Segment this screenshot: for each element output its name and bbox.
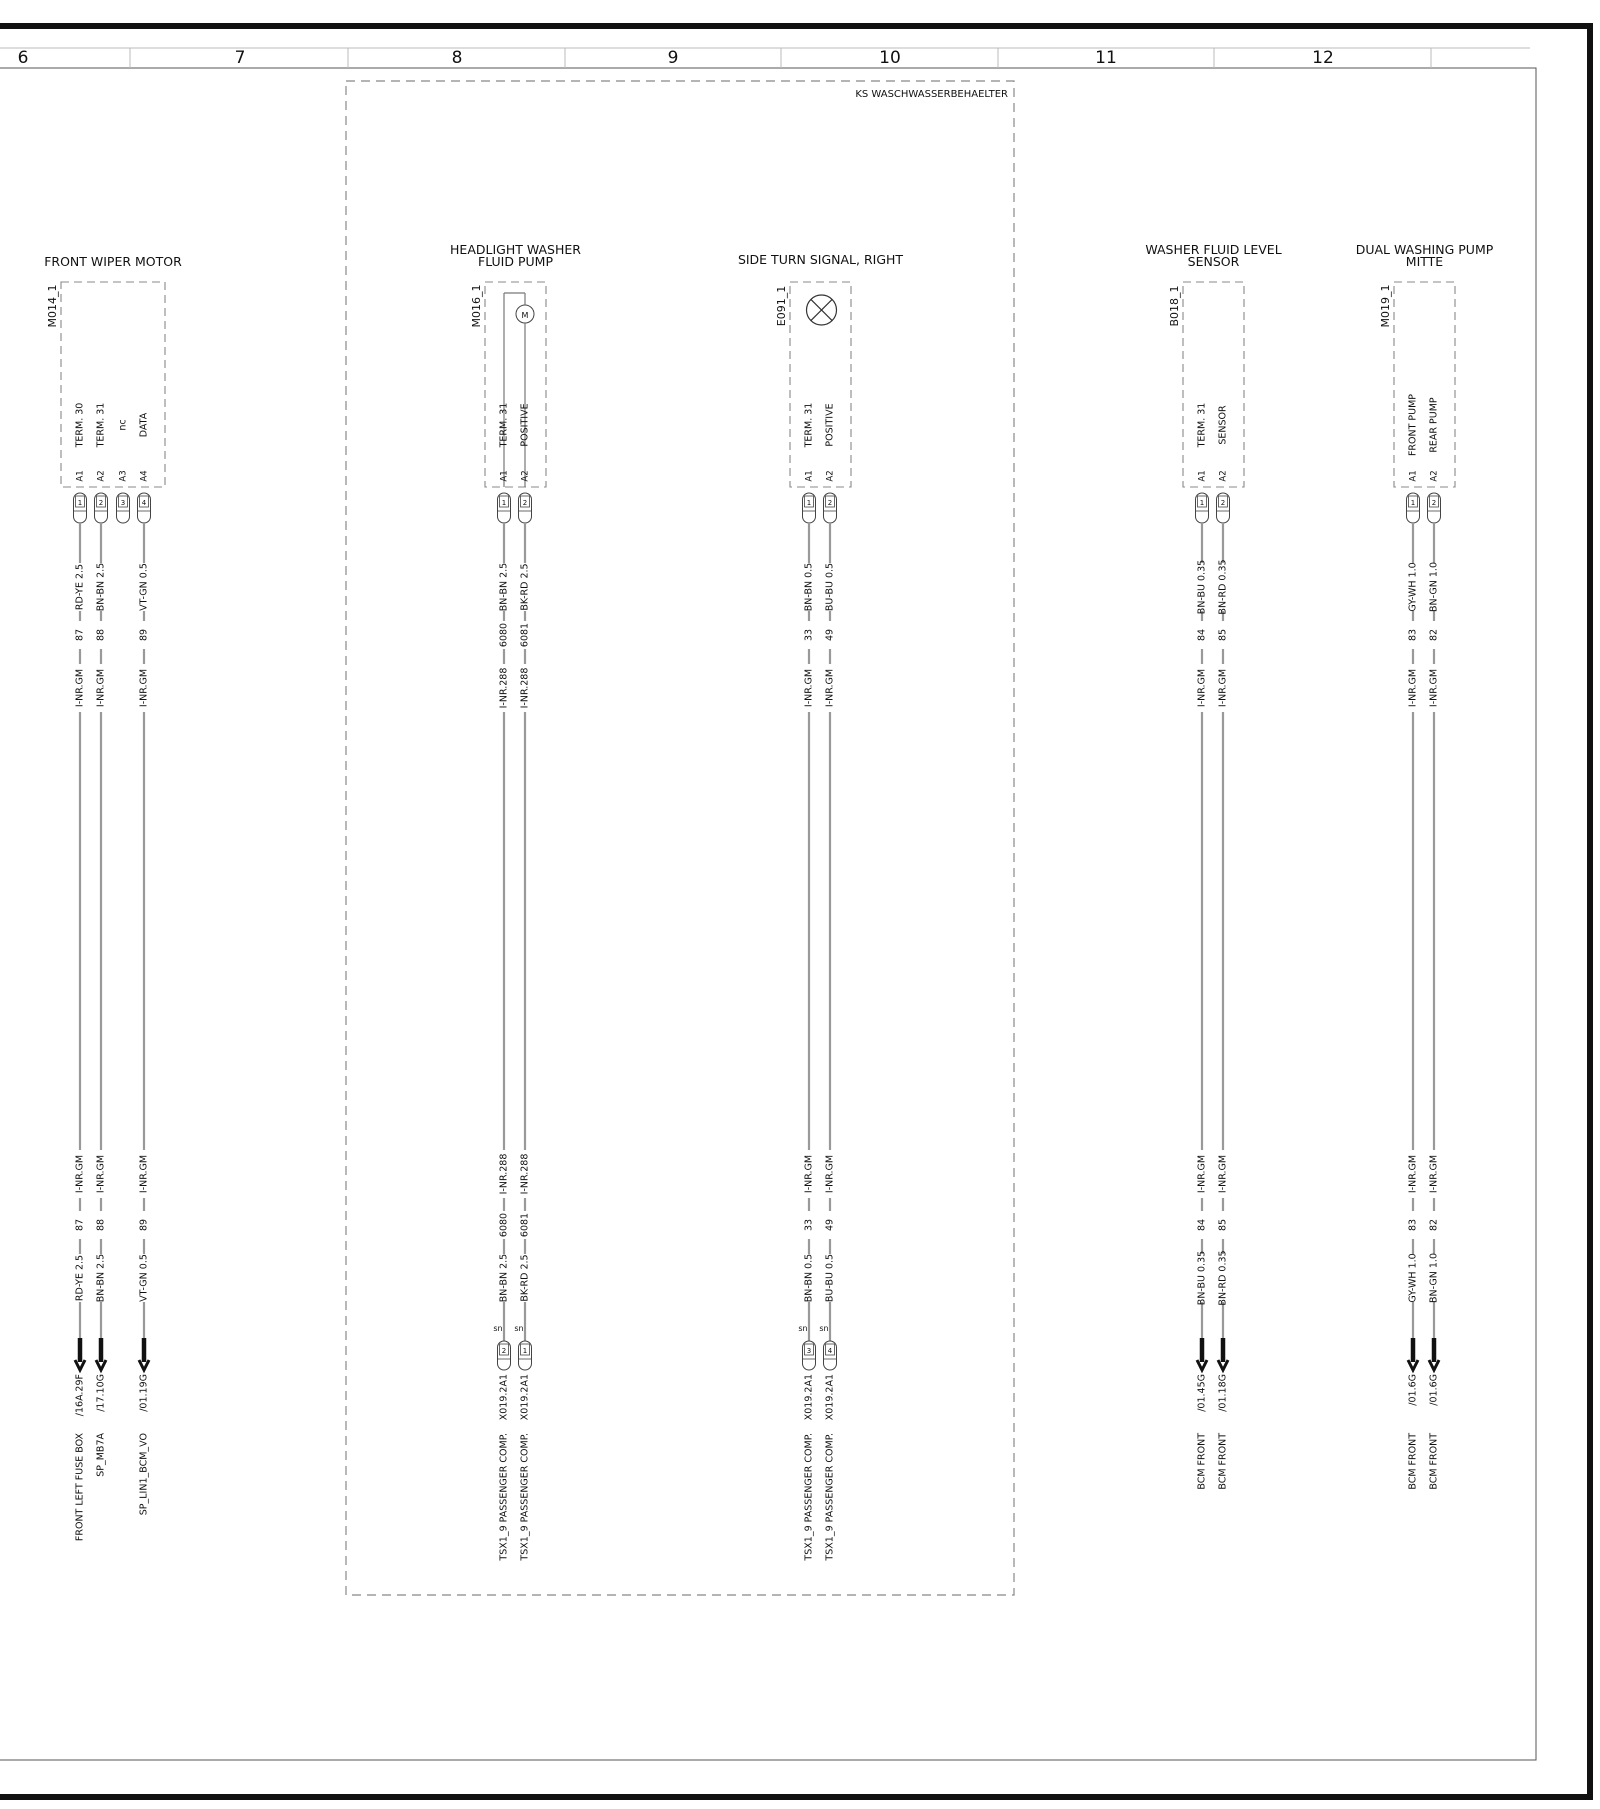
pin-a3 [117, 419, 130, 523]
destination-ref: /01.19G [138, 1374, 150, 1412]
destination-name: TSX1_9 PASSENGER COMP. [498, 1433, 510, 1561]
wire-color-size: BN-BU 0.35 [1196, 559, 1208, 615]
zone-number: 12 [1312, 48, 1334, 68]
destination-ref: /01.6G [1428, 1374, 1440, 1406]
wire-color-size: BN-GN 1.0 [1428, 1253, 1440, 1303]
circuit-number: 82 [1428, 1218, 1440, 1232]
pin-a4 [138, 412, 151, 1515]
splice-label: sn [798, 1324, 808, 1333]
pin-id: A2 [1218, 470, 1229, 482]
wire-color-size: BN-BN 2.5 [95, 562, 107, 612]
wire-color-size: GY-WH 1.0 [1407, 562, 1419, 612]
circuit-number: 6081 [519, 1212, 531, 1238]
pin-id: A3 [118, 470, 129, 482]
destination-name: TSX1_9 PASSENGER COMP. [519, 1433, 531, 1561]
pin-function-label: TERM. 31 [95, 402, 107, 448]
wire-color-size: BN-BN 0.5 [803, 1253, 815, 1303]
inline-connector-number: 2 [501, 1347, 507, 1355]
harness-code: I-NR.288 [498, 1153, 510, 1195]
circuit-number: 33 [803, 1218, 815, 1232]
terminal-number: 3 [120, 499, 126, 507]
harness-code: I-NR.288 [519, 1153, 531, 1195]
harness-code: I-NR.GM [803, 1154, 815, 1194]
destination-name: BCM FRONT [1196, 1433, 1208, 1490]
component-title: FLUID PUMP [478, 254, 553, 269]
ks-area-label: KS WASCHWASSERBEHAELTER [855, 89, 1008, 100]
circuit-number: 84 [1196, 628, 1208, 642]
terminal-number: 4 [141, 499, 147, 507]
destination-ref: /17.10G [95, 1374, 107, 1412]
component-box [1394, 282, 1455, 487]
pin-function-label: SENSOR [1217, 405, 1229, 445]
component-e091-1 [738, 252, 903, 1562]
circuit-number: 89 [138, 1218, 150, 1232]
circuit-number: 82 [1428, 628, 1440, 642]
zone-number: 8 [451, 48, 463, 68]
component-box [485, 282, 546, 487]
component-id: M014_1 [46, 284, 59, 328]
circuit-number: 89 [138, 628, 150, 642]
pin-function-label: TERM. 31 [498, 402, 510, 448]
wire-color-size: RD-YE 2.5 [74, 563, 86, 611]
wire-color-size: BN-BN 2.5 [498, 1253, 510, 1303]
wire-color-size: BK-RD 2.5 [519, 1254, 531, 1302]
circuit-number: 6081 [519, 622, 531, 648]
wire-color-size: BN-RD 0.35 [1217, 559, 1229, 615]
ks-area-box [346, 81, 1014, 1595]
pin-a1 [1196, 403, 1209, 1490]
destination-name: BCM FRONT [1217, 1433, 1229, 1490]
harness-code: I-NR.GM [138, 668, 150, 708]
harness-code: I-NR.GM [1428, 1154, 1440, 1194]
wire-color-size: BN-BN 0.5 [803, 562, 815, 612]
component-box [1183, 282, 1244, 487]
harness-code: I-NR.GM [1217, 668, 1229, 708]
terminal-number: 2 [1431, 499, 1437, 507]
harness-code: I-NR.GM [1217, 1154, 1229, 1194]
destination-name: FRONT LEFT FUSE BOX [74, 1433, 86, 1542]
components [44, 242, 1494, 1562]
terminal-number: 2 [98, 499, 104, 507]
wire-color-size: BU-BU 0.5 [824, 1253, 836, 1303]
circuit-number: 83 [1407, 1218, 1419, 1232]
inline-connector-number: 3 [806, 1347, 812, 1355]
wire-color-size: VT-GN 0.5 [138, 563, 150, 611]
terminal-number: 1 [1199, 499, 1205, 507]
destination-ref: X019.2A1 [519, 1374, 531, 1421]
pin-id: A1 [75, 470, 86, 482]
wire-color-size: BU-BU 0.5 [824, 562, 836, 612]
component-title: MITTE [1405, 254, 1444, 269]
inner-border [0, 68, 1536, 1760]
circuit-number: 84 [1196, 1218, 1208, 1232]
harness-code: I-NR.GM [1407, 1154, 1419, 1194]
wire-color-size: VT-GN 0.5 [138, 1254, 150, 1302]
zone-number: 9 [667, 48, 679, 68]
pin-id: A4 [139, 470, 150, 482]
zone-number: 10 [879, 48, 901, 68]
circuit-number: 88 [95, 628, 107, 642]
inline-connector-number: 1 [522, 1347, 528, 1355]
destination-ref: /16A.29F [74, 1374, 86, 1417]
component-b018-1 [1145, 242, 1281, 1490]
pin-id: A1 [1197, 470, 1208, 482]
pin-a2 [1217, 405, 1230, 1490]
harness-code: I-NR.288 [498, 667, 510, 709]
splice-label: sn [493, 1324, 503, 1333]
destination-name: TSX1_9 PASSENGER COMP. [803, 1433, 815, 1561]
harness-code: I-NR.GM [138, 1154, 150, 1194]
pin-id: A2 [96, 470, 107, 482]
harness-code: I-NR.GM [95, 1154, 107, 1194]
circuit-number: 87 [74, 628, 86, 642]
zone-number: 11 [1095, 48, 1117, 68]
pin-a1 [1407, 394, 1420, 1490]
outer-frame [0, 26, 1590, 1797]
component-title: FRONT WIPER MOTOR [44, 254, 182, 269]
pin-a1 [74, 403, 87, 1541]
terminal-number: 1 [806, 499, 812, 507]
terminal-number: 2 [827, 499, 833, 507]
harness-code: I-NR.GM [1428, 668, 1440, 708]
terminal-number: 1 [77, 499, 83, 507]
splice-label: sn [514, 1324, 524, 1333]
circuit-number: 88 [95, 1218, 107, 1232]
inline-connector-number: 4 [827, 1347, 833, 1355]
wire-color-size: BN-GN 1.0 [1428, 562, 1440, 612]
pin-a1 [798, 403, 815, 1562]
circuit-number: 85 [1217, 628, 1229, 642]
pin-function-label: TERM. 31 [1196, 402, 1208, 448]
wire-color-size: RD-YE 2.5 [74, 1254, 86, 1302]
terminal-number: 1 [1410, 499, 1416, 507]
terminal-number: 2 [522, 499, 528, 507]
splice-label: sn [819, 1324, 829, 1333]
component-id: M016_1 [470, 284, 483, 328]
component-title: DUAL WASHING PUMP [1355, 242, 1494, 257]
harness-code: I-NR.GM [74, 1154, 86, 1194]
destination-ref: /01.18G [1217, 1374, 1229, 1412]
zone-number: 6 [17, 48, 29, 68]
pin-function-label: REAR PUMP [1428, 397, 1440, 453]
motor-symbol-label: M [521, 311, 529, 320]
destination-name: SP_LIN1_BCM_VO [138, 1433, 150, 1516]
component-title: SENSOR [1187, 254, 1240, 269]
component-title: SIDE TURN SIGNAL, RIGHT [737, 252, 904, 267]
destination-name: BCM FRONT [1428, 1433, 1440, 1490]
circuit-number: 85 [1217, 1218, 1229, 1232]
destination-ref: /01.6G [1407, 1374, 1419, 1406]
wire-color-size: BN-BN 2.5 [498, 562, 510, 612]
terminal-number: 2 [1220, 499, 1226, 507]
pin-id: A2 [825, 470, 836, 482]
harness-code: I-NR.GM [1407, 668, 1419, 708]
circuit-number: 6080 [498, 622, 510, 648]
circuit-number: 6080 [498, 1212, 510, 1238]
circuit-number: 83 [1407, 628, 1419, 642]
component-id: E091_1 [775, 285, 788, 327]
pin-a2 [514, 403, 531, 1561]
component-m014-1 [44, 254, 182, 1541]
harness-code: I-NR.GM [824, 668, 836, 708]
wire-color-size: GY-WH 1.0 [1407, 1253, 1419, 1303]
harness-code: I-NR.GM [74, 668, 86, 708]
destination-ref: X019.2A1 [498, 1374, 510, 1421]
circuit-number: 33 [803, 628, 815, 642]
component-title: HEADLIGHT WASHER [450, 242, 581, 257]
pin-function-label: TERM. 31 [803, 402, 815, 448]
pin-function-label: FRONT PUMP [1407, 393, 1419, 457]
destination-ref: X019.2A1 [803, 1374, 815, 1421]
pin-function-label: POSITIVE [519, 403, 531, 447]
pin-id: A1 [804, 470, 815, 482]
circuit-number: 49 [824, 1218, 836, 1232]
pin-function-label: nc [117, 419, 129, 431]
harness-code: I-NR.GM [824, 1154, 836, 1194]
zone-number: 7 [234, 48, 246, 68]
harness-code: I-NR.GM [1196, 668, 1208, 708]
pin-a2 [95, 403, 108, 1477]
pin-id: A2 [1429, 470, 1440, 482]
destination-name: TSX1_9 PASSENGER COMP. [824, 1433, 836, 1561]
pin-function-label: TERM. 30 [74, 402, 86, 448]
pin-id: A1 [499, 470, 510, 482]
destination-name: BCM FRONT [1407, 1433, 1419, 1490]
component-box [61, 282, 165, 487]
pin-function-label: POSITIVE [824, 403, 836, 447]
wire-color-size: BN-BU 0.35 [1196, 1250, 1208, 1306]
component-id: M019_1 [1379, 284, 1392, 328]
harness-code: I-NR.GM [1196, 1154, 1208, 1194]
component-m019-1 [1356, 242, 1494, 1490]
component-m016-1 [450, 242, 581, 1562]
component-id: B018_1 [1168, 285, 1181, 327]
pin-id: A1 [1408, 470, 1419, 482]
zone-strip [18, 48, 1431, 68]
harness-code: I-NR.GM [95, 668, 107, 708]
pin-a2 [819, 403, 836, 1561]
pin-id: A2 [520, 470, 531, 482]
circuit-number: 87 [74, 1218, 86, 1232]
harness-code: I-NR.GM [803, 668, 815, 708]
destination-name: SP_MB7A [95, 1433, 107, 1477]
wire-color-size: BN-RD 0.35 [1217, 1250, 1229, 1306]
terminal-number: 1 [501, 499, 507, 507]
destination-ref: /01.45G [1196, 1374, 1208, 1412]
component-title: WASHER FLUID LEVEL [1145, 242, 1282, 257]
pin-a2 [1428, 397, 1441, 1490]
harness-code: I-NR.288 [519, 667, 531, 709]
pin-function-label: DATA [138, 412, 150, 438]
circuit-number: 49 [824, 628, 836, 642]
wire-color-size: BN-BN 2.5 [95, 1253, 107, 1303]
destination-ref: X019.2A1 [824, 1374, 836, 1421]
pin-a1 [493, 403, 510, 1562]
wire-color-size: BK-RD 2.5 [519, 563, 531, 611]
